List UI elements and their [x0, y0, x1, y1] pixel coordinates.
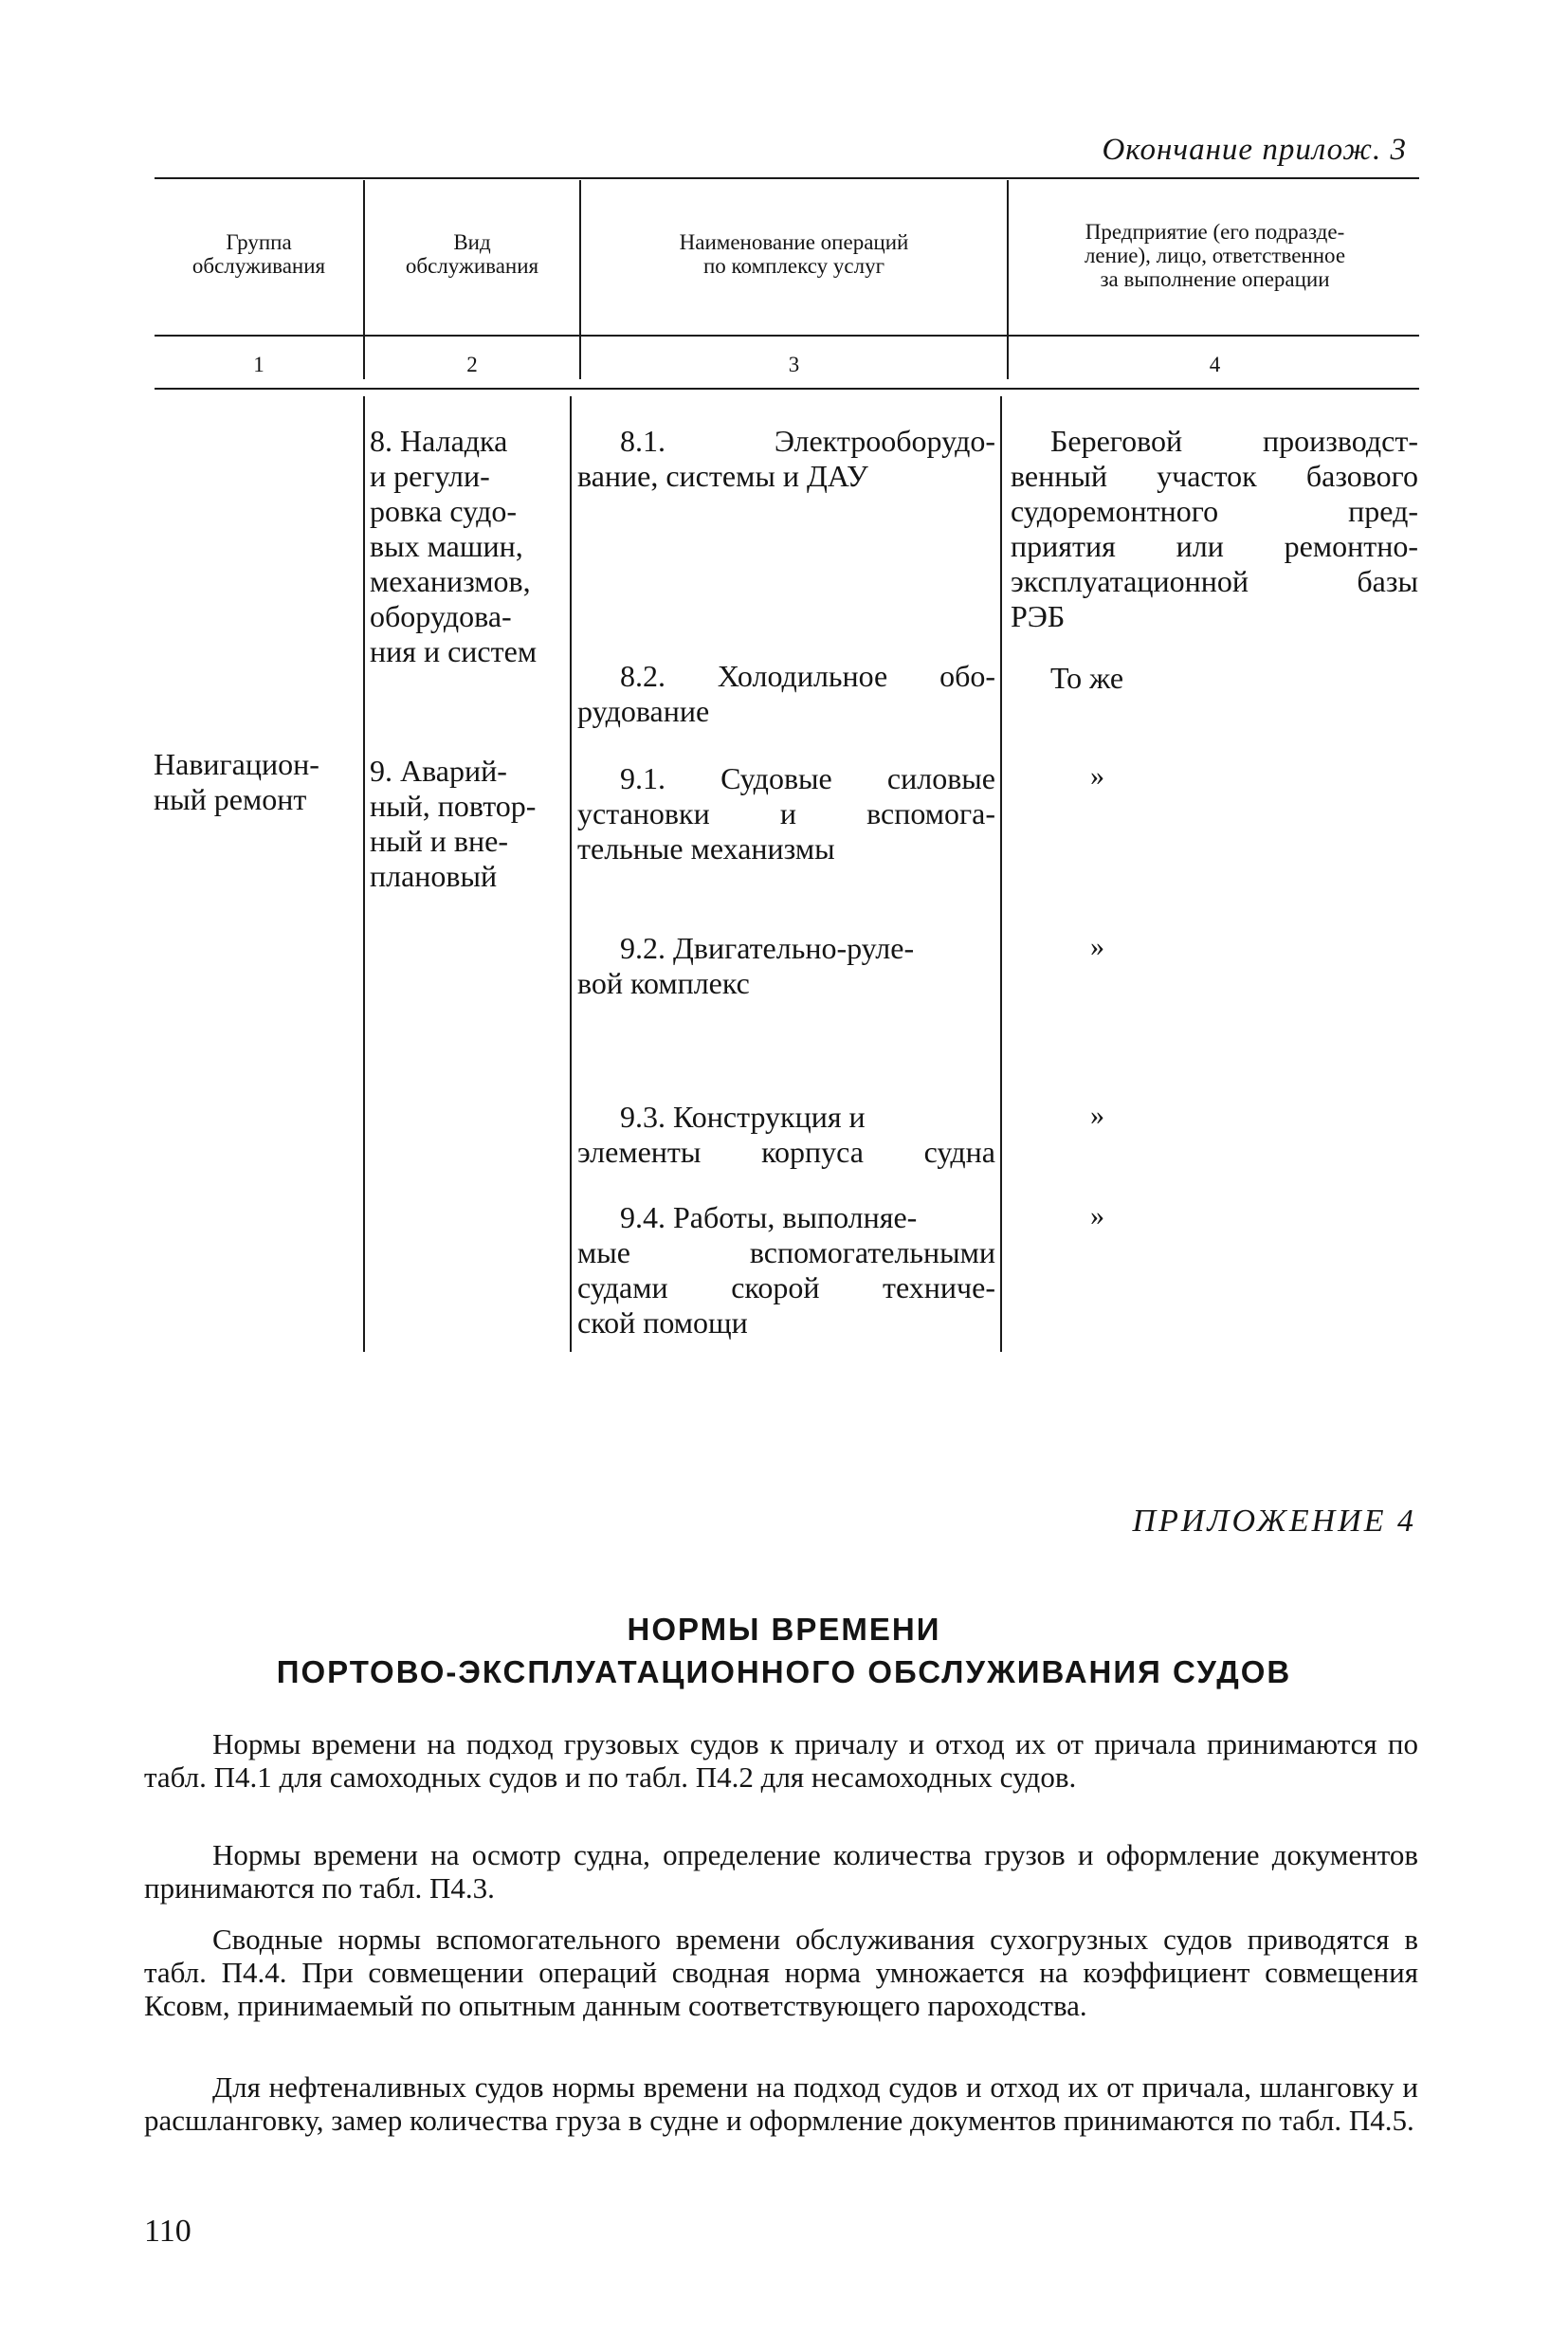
page-number: 110	[144, 2214, 191, 2249]
responsible-8-1: Береговой производст- венный участок базового судоремонтного пред- приятия или ремонтно- эксплуатационной базы РЭБ	[1011, 424, 1418, 633]
operation-8-1: 8.1. Электрооборудо- вание, системы и ДАУ	[577, 424, 995, 493]
paragraph-3: Сводные нормы вспомогательного времени обслуживания сухогрузных судов приводятся в табл. П4.4. При совмещении операций сводная норма умножается на коэффициент совмещения Ксовм, принимаемый по опытным данным соответствующего пароходства.	[144, 1923, 1418, 2022]
section-title-line-2: ПОРТОВО-ЭКСПЛУАТАЦИОННОГО ОБСЛУЖИВАНИЯ СУДОВ	[276, 1654, 1292, 1689]
header-divider-1	[363, 180, 365, 379]
continuation-note: Окончание прилож. 3	[1102, 133, 1407, 167]
operation-9-1: 9.1. Судовые силовые установки и вспомога- тельные механизмы	[577, 761, 995, 866]
header-type: Вид обслуживания	[405, 230, 539, 278]
operation-9-2: 9.2. Двигательно-руле- вой комплекс	[577, 931, 915, 1000]
service-group: Навигацион- ный ремонт	[154, 747, 319, 816]
paragraph-4: Для нефтеналивных судов нормы времени на подход судов и отход их от причала, шланговку и расшланговку, замер количества груза в судне и оформление документов принимаются по табл. П4.5.	[144, 2070, 1418, 2137]
header-bottom-rule	[155, 335, 1419, 337]
ditto-mark-9-4: »	[1090, 1200, 1104, 1231]
appendix-label: ПРИЛОЖЕНИЕ 4	[1132, 1504, 1416, 1539]
service-type-9: 9. Аварий- ный, повтор- ный и вне- плановый	[370, 754, 537, 893]
column-number-1: 1	[253, 353, 264, 376]
column-number-2: 2	[466, 353, 478, 376]
body-divider-1	[363, 396, 365, 1352]
paragraph-1: Нормы времени на подход грузовых судов к причалу и отход их от причала принимаются по табл. П4.1 для самоходных судов и по табл. П4.2 для несамоходных судов.	[144, 1727, 1418, 1794]
paragraph-2: Нормы времени на осмотр судна, определение количества грузов и оформление документов принимаются по табл. П4.3.	[144, 1838, 1418, 1905]
service-type-8: 8. Наладка и регули- ровка судо- вых машин, механизмов, оборудова- ния и систем	[370, 424, 538, 668]
header-group: Группа обслуживания	[191, 230, 326, 278]
header-divider-3	[1007, 180, 1009, 379]
responsible-8-2: То же	[1050, 661, 1124, 695]
table-top-rule	[155, 177, 1419, 179]
ditto-mark-9-3: »	[1090, 1100, 1104, 1131]
column-number-4: 4	[1209, 353, 1221, 376]
body-divider-2	[570, 396, 572, 1352]
operation-8-2: 8.2. Холодильное обо- рудование	[577, 659, 995, 728]
section-title-line-1: НОРМЫ ВРЕМЕНИ	[627, 1612, 941, 1647]
header-divider-2	[579, 180, 581, 379]
ditto-mark-9-2: »	[1090, 931, 1104, 962]
header-operations: Наименование операций по комплексу услуг	[679, 230, 909, 278]
ditto-mark-9-1: »	[1090, 760, 1104, 792]
body-divider-3	[1000, 396, 1002, 1352]
header-responsible: Предприятие (его подразде- ление), лицо, ответственное за выполнение операции	[1084, 220, 1346, 291]
column-number-3: 3	[788, 353, 800, 376]
column-numbers-rule	[155, 388, 1419, 390]
operation-9-4: 9.4. Работы, выполняе- мые вспомогательными судами скорой техниче- ской помощи	[577, 1200, 995, 1340]
operation-9-3: 9.3. Конструкция и элементы корпуса судна	[577, 1100, 995, 1169]
